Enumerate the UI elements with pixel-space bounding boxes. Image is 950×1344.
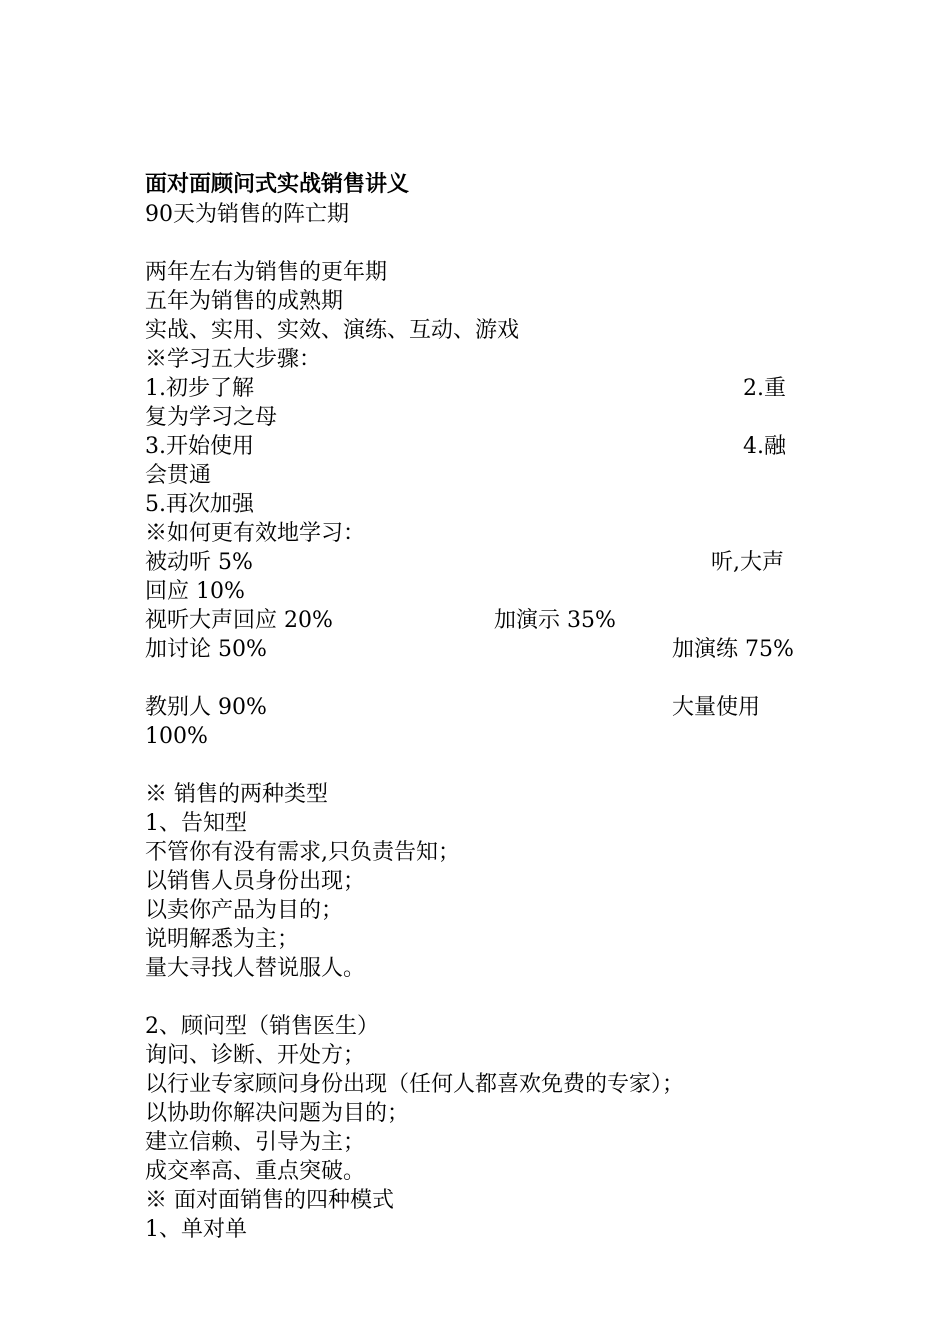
document-page bbox=[145, 168, 800, 1244]
steps-heading: ※学习五大步骤： bbox=[145, 347, 322, 372]
type-2-title: 2、顾问型（销售医生） bbox=[145, 1014, 379, 1039]
intro-line: 两年左右为销售的更年期 bbox=[145, 260, 388, 285]
step-2-continued: 复为学习之母 bbox=[145, 405, 278, 430]
modes-heading: ※ 面对面销售的四种模式 bbox=[145, 1188, 394, 1213]
learning-demo: 加演示 35% bbox=[494, 608, 616, 633]
type-1-title: 1、告知型 bbox=[145, 811, 247, 836]
learning-line bbox=[145, 548, 800, 577]
document-title: 面对面顾问式实战销售讲义 bbox=[145, 171, 410, 197]
learning-heavy-use-start: 大量使用 bbox=[672, 695, 761, 720]
step-1: 1.初步了解 bbox=[145, 376, 254, 401]
step-4-continued: 会贯通 bbox=[145, 463, 212, 488]
step-3: 3.开始使用 bbox=[145, 434, 254, 459]
learning-line bbox=[145, 606, 800, 635]
step-2-start: 2.重 bbox=[743, 376, 786, 401]
intro-line: 实战、实用、实效、演练、互动、游戏 bbox=[145, 318, 520, 343]
types-heading: ※ 销售的两种类型 bbox=[145, 782, 328, 807]
intro-line: 90天为销售的阵亡期 bbox=[145, 202, 349, 227]
list-item: 以协助你解决问题为目的； bbox=[145, 1101, 410, 1126]
intro-line: 五年为销售的成熟期 bbox=[145, 289, 344, 314]
learning-line bbox=[145, 693, 800, 722]
list-item: 建立信赖、引导为主； bbox=[145, 1130, 366, 1155]
list-item: 量大寻找人替说服人。 bbox=[145, 956, 366, 981]
step-line bbox=[145, 374, 800, 403]
list-item: 以卖你产品为目的； bbox=[145, 898, 344, 923]
list-item: 说明解悉为主； bbox=[145, 927, 300, 952]
learning-heavy-use-continued: 100% bbox=[145, 724, 208, 749]
list-item: 以销售人员身份出现； bbox=[145, 869, 366, 894]
learning-practice: 加演练 75% bbox=[672, 637, 794, 662]
learning-teach: 教别人 90% bbox=[145, 695, 267, 720]
list-item: 不管你有没有需求,只负责告知； bbox=[145, 840, 460, 865]
learning-listen-start: 听,大声 bbox=[711, 550, 784, 575]
learning-listen-continued: 回应 10% bbox=[145, 579, 245, 604]
list-item: 以行业专家顾问身份出现（任何人都喜欢免费的专家）； bbox=[145, 1072, 685, 1097]
blank-line bbox=[145, 229, 800, 258]
learning-passive: 被动听 5% bbox=[145, 550, 253, 575]
blank-line bbox=[145, 751, 800, 780]
learning-heading: ※如何更有效地学习： bbox=[145, 521, 366, 546]
blank-line bbox=[145, 664, 800, 693]
learning-line bbox=[145, 635, 800, 664]
learning-discussion: 加讨论 50% bbox=[145, 637, 267, 662]
step-5: 5.再次加强 bbox=[145, 492, 254, 517]
step-line bbox=[145, 432, 800, 461]
list-item: 询问、诊断、开处方； bbox=[145, 1043, 366, 1068]
blank-line bbox=[145, 983, 800, 1012]
list-item: 成交率高、重点突破。 bbox=[145, 1159, 366, 1184]
learning-audiovisual: 视听大声回应 20% bbox=[145, 608, 333, 633]
step-4-start: 4.融 bbox=[743, 434, 786, 459]
mode-1: 1、单对单 bbox=[145, 1217, 247, 1242]
